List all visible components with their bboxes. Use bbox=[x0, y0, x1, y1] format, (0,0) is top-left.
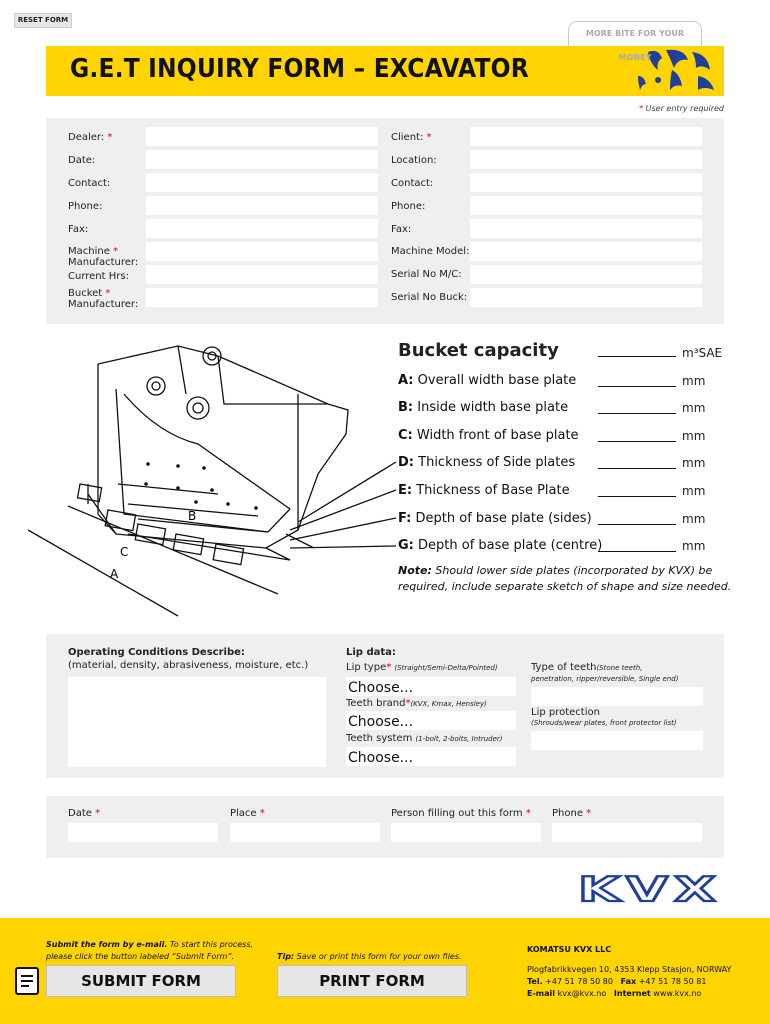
operating-conditions-textarea[interactable] bbox=[68, 677, 326, 767]
place-label: Place * bbox=[230, 808, 265, 819]
lip-data-title: Lip data: bbox=[346, 647, 396, 658]
bucket-capacity-unit: m³SAE bbox=[682, 346, 723, 360]
client-field-label: Client: * bbox=[391, 132, 432, 143]
client-field-input[interactable] bbox=[470, 173, 702, 192]
client-field-input[interactable] bbox=[470, 288, 702, 307]
measurement-field[interactable] bbox=[598, 551, 676, 552]
type-of-teeth-hint: penetration, ripper/reversible, Single end) bbox=[531, 675, 679, 683]
dealer-field-input[interactable] bbox=[146, 173, 378, 192]
teeth-brand-select[interactable]: Choose... bbox=[346, 711, 516, 730]
measurement-field[interactable] bbox=[598, 496, 676, 497]
operating-title: Operating Conditions Describe: bbox=[68, 647, 245, 658]
tagline: MORE BITE FOR YOUR MONEY bbox=[568, 21, 702, 46]
measurement-label: F: Depth of base plate (sides) bbox=[398, 511, 592, 526]
diagram-label-b: B bbox=[188, 509, 197, 523]
date-label: Date * bbox=[68, 808, 101, 819]
measurement-field[interactable] bbox=[598, 413, 676, 414]
measurement-field[interactable] bbox=[598, 441, 676, 442]
client-field-label: Phone: bbox=[391, 201, 426, 212]
print-form-button[interactable]: PRINT FORM bbox=[277, 965, 467, 997]
measurement-unit: mm bbox=[682, 539, 706, 553]
dealer-field-input[interactable] bbox=[146, 265, 378, 284]
person-label: Person filling out this form * bbox=[391, 808, 531, 819]
client-field-label: Location: bbox=[391, 155, 437, 166]
note-text: Note: Should lower side plates (incorporated by KVX) be required, include separate sketch of shape and size needed. bbox=[398, 564, 732, 593]
lip-protection-label: Lip protection bbox=[531, 707, 600, 718]
dealer-field-label: Phone: bbox=[68, 201, 103, 212]
client-field-label: Serial No M/C: bbox=[391, 269, 462, 280]
bucket-diagram bbox=[28, 334, 398, 620]
teeth-system-select[interactable]: Choose... bbox=[346, 747, 516, 766]
dealer-field-label: Date: bbox=[68, 155, 96, 166]
date-field[interactable] bbox=[68, 823, 218, 842]
reset-form-button[interactable]: RESET FORM bbox=[14, 13, 72, 28]
page-title: G.E.T INQUIRY FORM – EXCAVATOR bbox=[70, 54, 529, 84]
form-icon bbox=[14, 966, 42, 996]
client-field-input[interactable] bbox=[470, 196, 702, 215]
client-field-label: Machine Model: bbox=[391, 246, 470, 257]
phone-field[interactable] bbox=[552, 823, 702, 842]
measurement-label: A: Overall width base plate bbox=[398, 373, 577, 388]
dealer-field-input[interactable] bbox=[146, 288, 378, 307]
lip-type-select[interactable]: Choose... bbox=[346, 677, 516, 696]
dealer-field-label: Contact: bbox=[68, 178, 111, 189]
client-field-label: Contact: bbox=[391, 178, 434, 189]
company-phone-fax: Tel. +47 51 78 50 80 Fax +47 51 78 50 81 bbox=[527, 977, 707, 986]
place-field[interactable] bbox=[230, 823, 380, 842]
person-field[interactable] bbox=[391, 823, 541, 842]
client-field-label: Serial No Buck: bbox=[391, 292, 468, 303]
type-of-teeth-field[interactable] bbox=[531, 687, 703, 706]
measurement-label: D: Thickness of Side plates bbox=[398, 455, 576, 470]
measurement-field[interactable] bbox=[598, 386, 676, 387]
company-info bbox=[527, 944, 731, 1000]
dealer-field-label: Current Hrs: bbox=[68, 271, 129, 282]
diagram-label-a: A bbox=[110, 567, 119, 581]
company-name: KOMATSU KVX LLC bbox=[527, 945, 612, 954]
dealer-field-label: Fax: bbox=[68, 224, 89, 235]
phone-label: Phone * bbox=[552, 808, 592, 819]
client-field-input[interactable] bbox=[470, 127, 702, 146]
dealer-field-label: Dealer: * bbox=[68, 132, 113, 143]
lip-protection-field[interactable] bbox=[531, 731, 703, 750]
measurement-label: C: Width front of base plate bbox=[398, 428, 579, 443]
lip-protection-hint: (Shrouds/wear plates, front protector list) bbox=[531, 719, 677, 727]
dealer-field-input[interactable] bbox=[146, 219, 378, 238]
dealer-field-input[interactable] bbox=[146, 127, 378, 146]
dealer-field-input[interactable] bbox=[146, 150, 378, 169]
client-field-input[interactable] bbox=[470, 265, 702, 284]
submit-instructions: Submit the form by e-mail. To start this process, please click the button labeled “Submit Form”. bbox=[46, 940, 254, 961]
dealer-field-input[interactable] bbox=[146, 242, 378, 261]
client-field-input[interactable] bbox=[470, 150, 702, 169]
diagram-label-c: C bbox=[120, 545, 129, 559]
client-field-input[interactable] bbox=[470, 242, 702, 261]
bucket-capacity-field[interactable] bbox=[598, 356, 676, 357]
operating-subtitle: (material, density, abrasiveness, moisture, etc.) bbox=[68, 660, 309, 671]
company-email-web: E-mail kvx@kvx.no Internet www.kvx.no bbox=[527, 989, 702, 998]
measurement-unit: mm bbox=[682, 484, 706, 498]
company-address: Plogfabrikkvegen 10, 4353 Klepp Stasjon, NORWAY bbox=[527, 965, 732, 974]
teeth-system-label: Teeth system (1-bolt, 2-bolts, Intruder) bbox=[346, 733, 503, 744]
required-note: * User entry required bbox=[639, 104, 724, 113]
measurement-unit: mm bbox=[682, 374, 706, 388]
svg-text:KVX: KVX bbox=[578, 872, 722, 906]
measurement-label: B: Inside width base plate bbox=[398, 400, 569, 415]
measurement-field[interactable] bbox=[598, 468, 676, 469]
kvx-logo bbox=[576, 872, 724, 906]
teeth-brand-label: Teeth brand*(KVX, Kmax, Hensley) bbox=[346, 698, 487, 709]
submit-form-button[interactable]: SUBMIT FORM bbox=[46, 965, 236, 997]
dealer-field-label: Bucket * Manufacturer: bbox=[68, 288, 139, 310]
type-of-teeth-label: Type of teeth(Stone teeth, bbox=[531, 662, 643, 673]
client-field-input[interactable] bbox=[470, 219, 702, 238]
dealer-field-input[interactable] bbox=[146, 196, 378, 215]
measurement-field[interactable] bbox=[598, 524, 676, 525]
tip-text: Tip: Save or print this form for your own files. bbox=[277, 952, 462, 961]
measurement-unit: mm bbox=[682, 401, 706, 415]
measurement-unit: mm bbox=[682, 429, 706, 443]
measurement-label: G: Depth of base plate (centre) bbox=[398, 538, 603, 553]
bucket-capacity-label: Bucket capacity bbox=[398, 340, 559, 361]
lip-type-label: Lip type* (Straight/Semi-Delta/Pointed) bbox=[346, 662, 498, 673]
client-field-label: Fax: bbox=[391, 224, 412, 235]
measurement-label: E: Thickness of Base Plate bbox=[398, 483, 570, 498]
measurement-unit: mm bbox=[682, 456, 706, 470]
dealer-field-label: Machine * Manufacturer: bbox=[68, 246, 139, 268]
measurement-unit: mm bbox=[682, 512, 706, 526]
